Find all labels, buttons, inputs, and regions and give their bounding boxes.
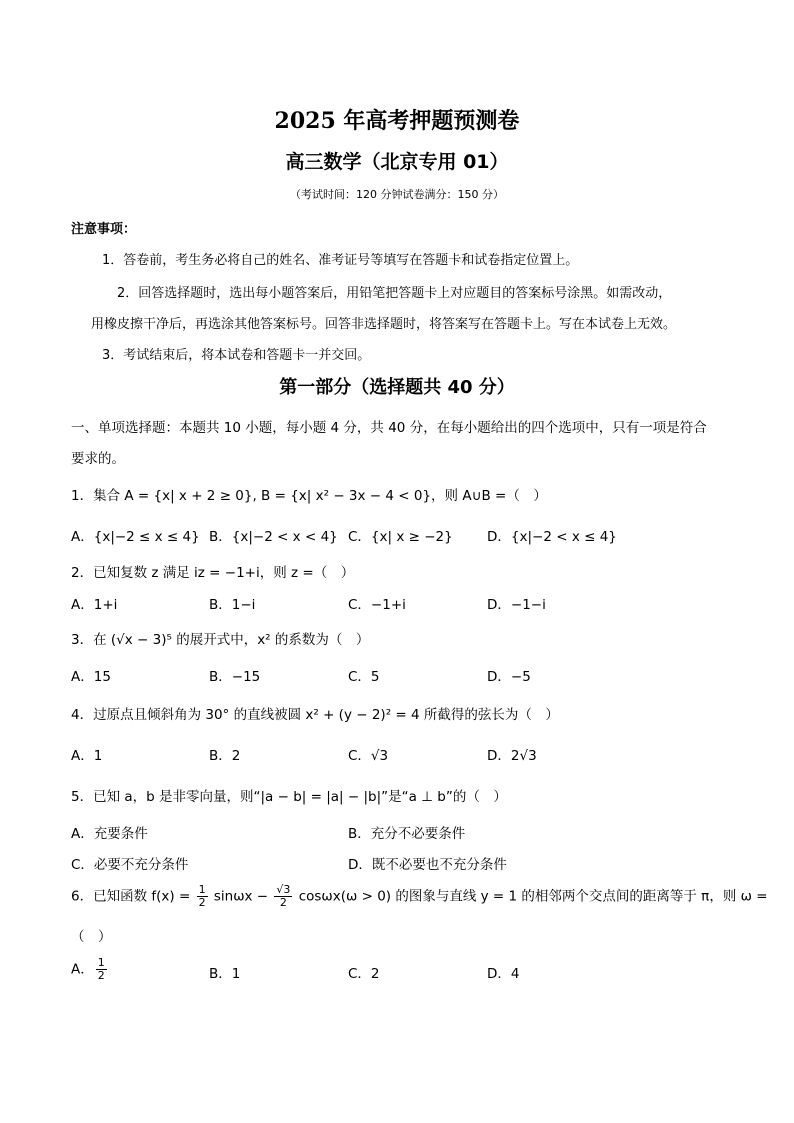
question-2-option-d: D．−1−i: [487, 597, 546, 613]
question-3-stem: 3．在 (√x − 3)⁵ 的展开式中，x² 的系数为（ ）: [71, 632, 370, 648]
question-4-option-c: C．√3: [348, 748, 389, 764]
fraction-numerator: √3: [276, 883, 291, 896]
fraction-one-half: [96, 957, 107, 982]
page-subtitle: 高三数学（北京专用 01）: [285, 151, 509, 173]
question-3-option-c: C．5: [348, 669, 380, 685]
option-label: A．: [71, 961, 94, 978]
question-6-stem-cont: （ ）: [71, 929, 112, 945]
question-1-option-c: C．{x| x ≥ −2}: [348, 529, 453, 545]
fraction-one-half: [197, 884, 208, 909]
question-5-option-a: A．充要条件: [71, 826, 148, 842]
question-6-option-b: B．1: [209, 966, 241, 982]
question-5-stem: 5．已知 a，b 是非零向量，则“|a − b| = |a| − |b|”是“a ⊥ b”的（ ）: [71, 789, 507, 805]
question-6-stem-mid: sinωx −: [213, 888, 269, 905]
question-1-option-b: B．{x|−2 < x < 4}: [209, 529, 338, 545]
question-2-stem: 2．已知复数 z 满足 iz = −1+i，则 z =（ ）: [71, 565, 355, 581]
question-2-option-a: A．1+i: [71, 597, 118, 613]
note-item-3: 3．考试结束后，将本试卷和答题卡一并交回。: [102, 348, 371, 363]
part1-title: 第一部分（选择题共 40 分）: [279, 377, 515, 398]
fraction-denominator: 2: [198, 896, 206, 909]
fraction-denominator: 2: [97, 969, 105, 982]
question-3-option-a: A．15: [71, 669, 111, 685]
question-2-option-c: C．−1+i: [348, 597, 406, 613]
note-item-1: 1．答卷前，考生务必将自己的姓名、准考证号等填写在答题卡和试卷指定位置上。: [102, 253, 579, 268]
question-5-option-b: B．充分不必要条件: [348, 826, 466, 842]
question-4-option-d: D．2√3: [487, 748, 537, 764]
question-6-stem: [71, 884, 768, 909]
question-2-option-b: B．1−i: [209, 597, 256, 613]
question-6-option-c: C．2: [348, 966, 380, 982]
question-3-option-d: D．−5: [487, 669, 531, 685]
exam-info: （考试时间：120 分钟试卷满分：150 分）: [290, 188, 504, 201]
question-5-option-c: C．必要不充分条件: [71, 857, 189, 873]
question-4-option-a: A．1: [71, 748, 103, 764]
section-intro: 一、单项选择题：本题共 10 小题，每小题 4 分，共 40 分，在每小题给出的四个选项中，只有一项是符合: [71, 420, 707, 436]
question-1-stem: 1．集合 A = {x| x + 2 ≥ 0}, B = {x| x² − 3x − 4 < 0}，则 A∪B =（ ）: [71, 488, 547, 504]
question-5-option-d: D．既不必要也不充分条件: [348, 857, 507, 873]
question-4-option-b: B．2: [209, 748, 241, 764]
question-6-option-d: D．4: [487, 966, 520, 982]
fraction-numerator: 1: [97, 956, 105, 969]
note-item-2: 2．回答选择题时，选出每小题答案后，用铅笔把答题卡上对应题目的答案标号涂黑。如需改动，: [117, 286, 672, 301]
page-title: 2025 年高考押题预测卷: [274, 108, 520, 134]
question-1-option-a: A．{x|−2 ≤ x ≤ 4}: [71, 529, 200, 545]
question-6-stem-pre: 6．已知函数 f(x) =: [71, 888, 191, 905]
section-intro-cont: 要求的。: [71, 451, 125, 467]
question-6-option-a: [71, 957, 109, 982]
question-3-option-b: B．−15: [209, 669, 261, 685]
notes-heading: 注意事项：: [71, 222, 137, 237]
fraction-numerator: 1: [198, 883, 206, 896]
fraction-denominator: 2: [279, 896, 287, 909]
question-1-option-d: D．{x|−2 < x ≤ 4}: [487, 529, 617, 545]
note-item-2-cont: 用橡皮擦干净后，再选涂其他答案标号。回答非选择题时，将答案写在答题卡上。写在本试卷上无效。: [91, 317, 677, 332]
question-4-stem: 4．过原点且倾斜角为 30° 的直线被圆 x² + (y − 2)² = 4 所截得的弦长为（ ）: [71, 707, 559, 723]
fraction-sqrt3-half: [274, 884, 292, 909]
question-6-stem-post: cosωx(ω > 0) 的图象与直线 y = 1 的相邻两个交点间的距离等于 π，则 ω =: [298, 888, 768, 905]
